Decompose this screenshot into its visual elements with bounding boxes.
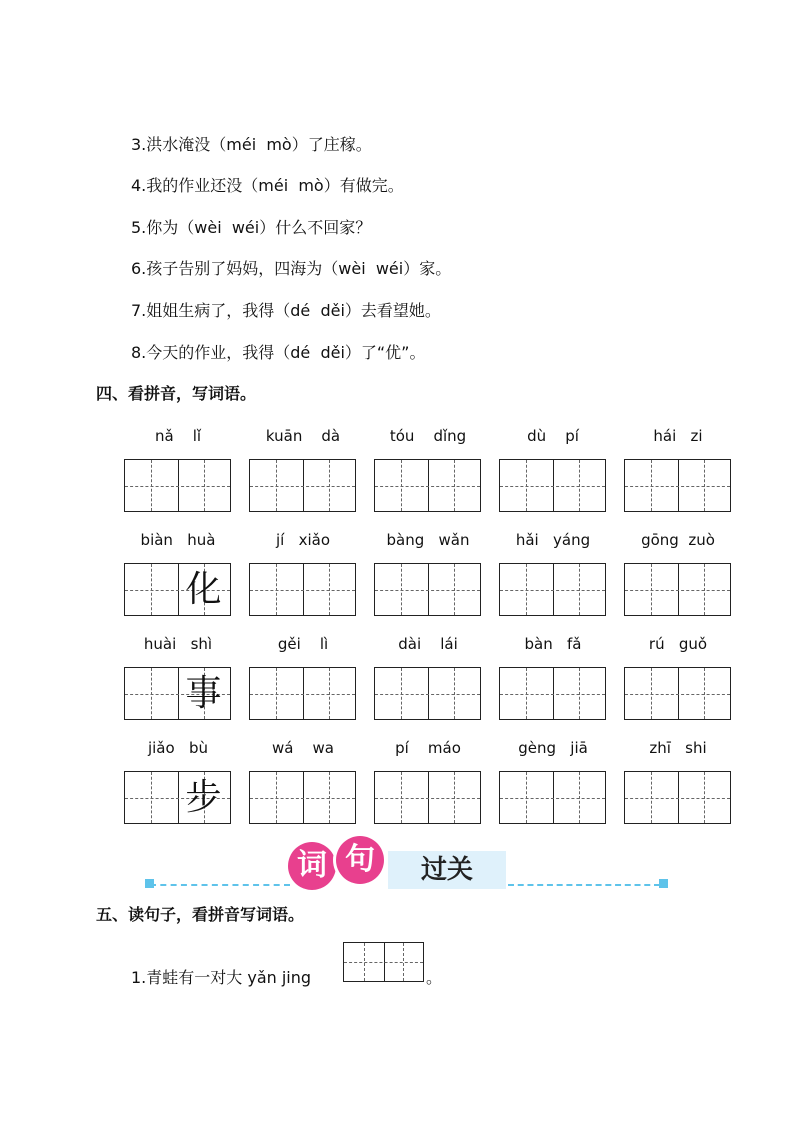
banner-circle-ju: 句: [336, 836, 384, 884]
tianzige-answer-box[interactable]: [499, 459, 606, 512]
banner-circle-ci: 词: [288, 842, 336, 890]
banner-dashed-line-left: [150, 884, 290, 886]
pinyin-label: dù pí: [527, 427, 579, 445]
banner-square-right: [659, 879, 668, 888]
pinyin-label: tóu dǐng: [389, 427, 467, 445]
tianzige-answer-box[interactable]: [124, 459, 231, 512]
tianzige-answer-box[interactable]: [499, 667, 606, 720]
tianzige-answer-box[interactable]: [374, 667, 481, 720]
pinyin-label: hǎi yáng: [515, 531, 591, 549]
sentence-4: 4.我的作业还没（méi mò）有做完。: [131, 176, 404, 195]
pinyin-label: bàn fǎ: [524, 635, 582, 653]
filled-character: 事: [185, 673, 222, 714]
sentence-8: 8.今天的作业，我得（dé děi）了“优”。: [131, 343, 426, 362]
sentence-5: 5.你为（wèi wéi）什么不回家？: [131, 218, 372, 237]
filled-character: 步: [185, 777, 222, 818]
filled-character: 化: [185, 569, 222, 610]
banner-label-box: 过关: [388, 851, 506, 889]
tianzige-answer-box[interactable]: [499, 563, 606, 616]
section5-question-1-end: 。: [426, 968, 443, 987]
answer-grid-small[interactable]: [343, 942, 424, 982]
pinyin-label: zhī shi: [649, 739, 707, 757]
pinyin-label: jí xiǎo: [275, 531, 331, 549]
tianzige-answer-box[interactable]: [124, 563, 231, 616]
banner-dashed-line-right: [508, 884, 660, 886]
tianzige-answer-box[interactable]: [124, 667, 231, 720]
tianzige-answer-box[interactable]: [624, 771, 731, 824]
section5-heading: 五、读句子，看拼音写词语。: [96, 905, 305, 924]
pinyin-label: rú guǒ: [648, 635, 708, 653]
sentence-6: 6.孩子告别了妈妈，四海为（wèi wéi）家。: [131, 259, 452, 278]
tianzige-answer-box[interactable]: [624, 459, 731, 512]
tianzige-answer-box[interactable]: [249, 667, 356, 720]
section4-heading: 四、看拼音，写词语。: [96, 384, 257, 403]
tianzige-answer-box[interactable]: [624, 667, 731, 720]
pinyin-label: dài lái: [398, 635, 458, 653]
pinyin-label: jiǎo bù: [147, 739, 209, 757]
sentence-3: 3.洪水淹没（méi mò）了庄稼。: [131, 135, 372, 154]
tianzige-answer-box[interactable]: [374, 563, 481, 616]
pinyin-label: kuān dà: [265, 427, 341, 445]
tianzige-answer-box[interactable]: [249, 771, 356, 824]
section5-question-1: 1.青蛙有一对大 yǎn jing: [131, 968, 312, 987]
pinyin-label: pí máo: [395, 739, 461, 757]
pinyin-label: huài shì: [143, 635, 213, 653]
sentence-7: 7.姐姐生病了，我得（dé děi）去看望她。: [131, 301, 441, 320]
pinyin-label: gōng zuò: [641, 531, 715, 549]
pinyin-label: nǎ lǐ: [154, 427, 202, 445]
banner-square-left: [145, 879, 154, 888]
pinyin-label: gèng jiā: [518, 739, 588, 757]
tianzige-answer-box[interactable]: [374, 459, 481, 512]
pinyin-label: wá wa: [272, 739, 334, 757]
tianzige-answer-box[interactable]: [624, 563, 731, 616]
tianzige-answer-box[interactable]: [374, 771, 481, 824]
pinyin-label: bàng wǎn: [386, 531, 470, 549]
pinyin-label: gěi lì: [277, 635, 329, 653]
tianzige-answer-box[interactable]: [499, 771, 606, 824]
tianzige-answer-box[interactable]: [249, 563, 356, 616]
tianzige-answer-box[interactable]: [249, 459, 356, 512]
pinyin-label: biàn huà: [140, 531, 216, 549]
tianzige-answer-box[interactable]: [124, 771, 231, 824]
pinyin-label: hái zi: [653, 427, 703, 445]
